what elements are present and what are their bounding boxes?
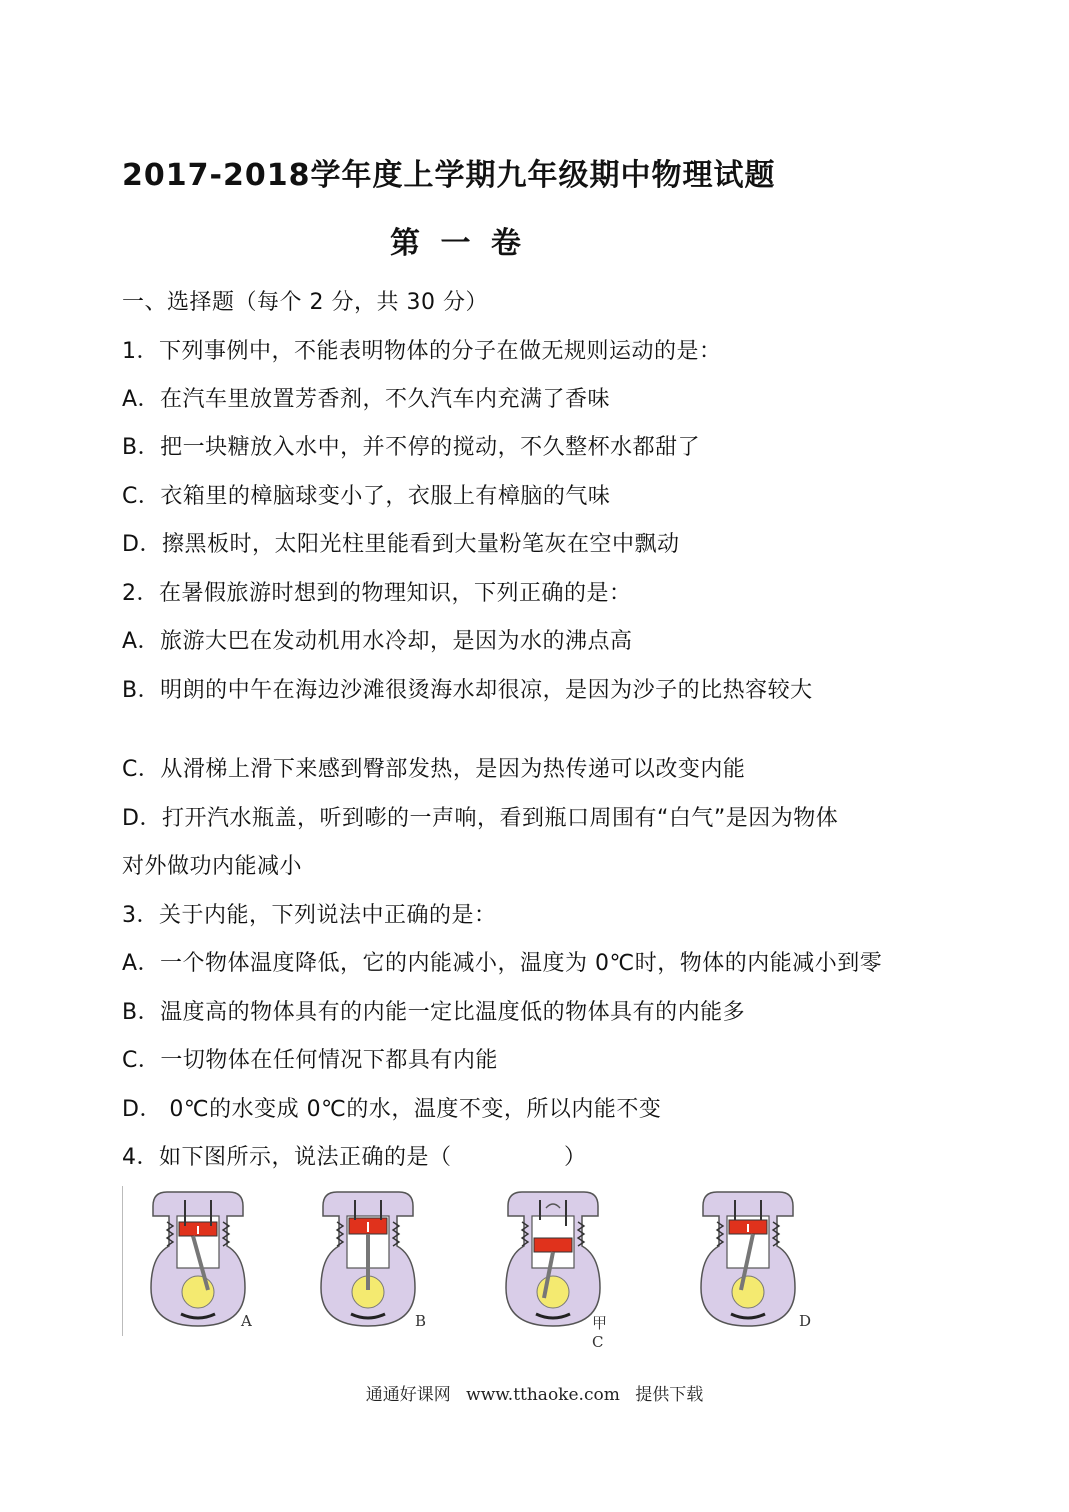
engine-b-drawing bbox=[303, 1186, 433, 1336]
question-2-option-b: B．明朗的中午在海边沙滩很烫海水却很凉，是因为沙子的比热容较大 bbox=[122, 678, 813, 703]
question-4-stem: 4．如下图所示，说法正确的是（ ） bbox=[122, 1145, 587, 1170]
section-heading: 一、选择题（每个 2 分，共 30 分） bbox=[122, 290, 488, 315]
engine-label-d: D bbox=[799, 1312, 812, 1330]
question-3-option-b: B．温度高的物体具有的内能一定比温度低的物体具有的内能多 bbox=[122, 1000, 746, 1025]
engine-diagram-b bbox=[303, 1186, 433, 1336]
question-1-option-c: C．衣箱里的樟脑球变小了，衣服上有樟脑的气味 bbox=[122, 484, 611, 509]
footer-site-name: 通通好课网 bbox=[365, 1385, 451, 1405]
engine-diagram-d bbox=[683, 1186, 813, 1336]
page-title: 2017-2018学年度上学期九年级期中物理试题 bbox=[122, 158, 776, 193]
question-3-stem: 3．关于内能，下列说法中正确的是： bbox=[122, 903, 497, 928]
question-1-option-a: A．在汽车里放置芳香剂，不久汽车内充满了香味 bbox=[122, 387, 611, 412]
engine-diagram-c bbox=[488, 1186, 618, 1351]
page-footer bbox=[0, 1380, 1069, 1405]
engine-label-a: A bbox=[241, 1312, 252, 1330]
question-1-option-d: D．擦黑板时，太阳光柱里能看到大量粉笔灰在空中飘动 bbox=[122, 532, 680, 557]
question-3-option-a: A．一个物体温度降低，它的内能减小，温度为 0℃时，物体的内能减小到零 bbox=[122, 951, 883, 976]
question-2-option-a: A．旅游大巴在发动机用水冷却，是因为水的沸点高 bbox=[122, 629, 633, 654]
question-1-option-b: B．把一块糖放入水中，并不停的搅动，不久整杯水都甜了 bbox=[122, 435, 701, 460]
footer-note: 提供下载 bbox=[635, 1385, 704, 1405]
question-3-option-c: C．一切物体在任何情况下都具有内能 bbox=[122, 1048, 498, 1073]
engine-label-b: B bbox=[415, 1312, 427, 1330]
engine-strokes-figure bbox=[122, 1186, 818, 1351]
footer-url: www.tthaoke.com bbox=[466, 1385, 620, 1405]
question-2-stem: 2．在暑假旅游时想到的物理知识，下列正确的是： bbox=[122, 581, 632, 606]
question-1-stem: 1．下列事例中，不能表明物体的分子在做无规则运动的是： bbox=[122, 339, 722, 364]
volume-heading: 第 一 卷 bbox=[390, 226, 521, 261]
engine-label-c: 甲C bbox=[592, 1314, 608, 1351]
question-2-option-d: D．打开汽水瓶盖，听到嘭的一声响，看到瓶口周围有“白气”是因为物体 bbox=[122, 806, 839, 831]
question-3-option-d: D． 0℃的水变成 0℃的水，温度不变，所以内能不变 bbox=[122, 1097, 662, 1122]
engine-diagram-a bbox=[133, 1186, 263, 1336]
question-2-option-d-cont: 对外做功内能减小 bbox=[122, 854, 303, 879]
question-2-option-c: C．从滑梯上滑下来感到臀部发热，是因为热传递可以改变内能 bbox=[122, 757, 746, 782]
engine-d-drawing bbox=[683, 1186, 813, 1336]
